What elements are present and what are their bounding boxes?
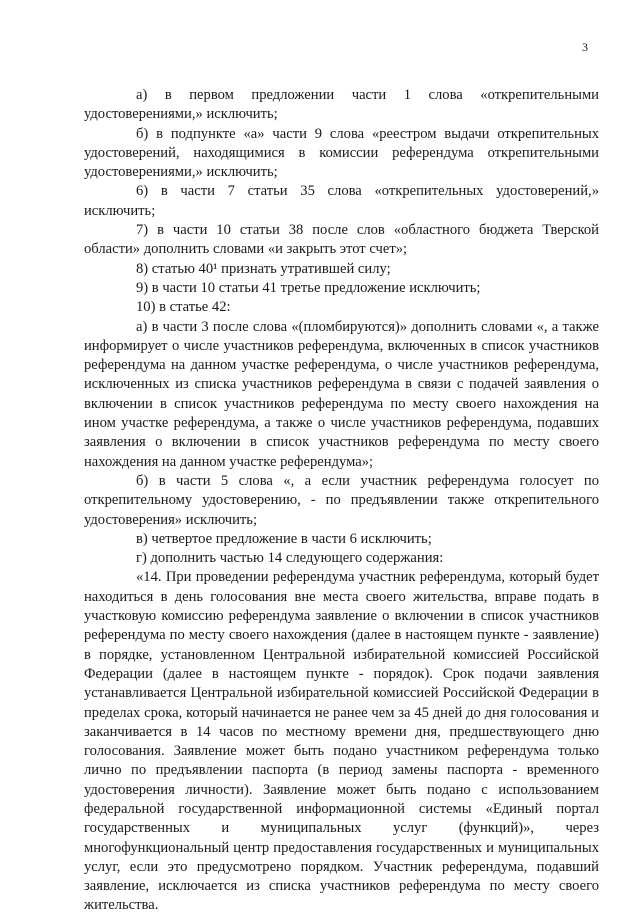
paragraph-item-7-article-38: 7) в части 10 статьи 38 после слов «областного бюджета Тверской области» дополнить словами «и закрыть этот счет»; (84, 222, 599, 258)
paragraph-item-10-article-42: 10) в статье 42: (136, 299, 231, 316)
paragraph-item-6-article-35: 6) в части 7 статьи 35 слова «открепительных удостоверений,» исключить; (84, 183, 599, 219)
paragraph-item-a-part-1: а) в первом предложении части 1 слова «открепительными удостоверениями,» исключить; (84, 87, 599, 123)
paragraph-item-9-article-41: 9) в части 10 статьи 41 третье предложение исключить; (136, 279, 481, 296)
paragraph-item-b-part-9: б) в подпункте «а» части 9 слова «реестром выдачи открепительных удостоверений, находящимися в комиссии референдума открепительными удостоверениями,» исключить; (84, 125, 599, 181)
paragraph-subitem-g-part-14: г) дополнить частью 14 следующего содержания: (136, 550, 444, 567)
page-number: 3 (582, 40, 588, 54)
paragraph-subitem-a-part-3: а) в части 3 после слова «(пломбируются)» дополнить словами «, а также информирует о числе участников референдума, включенных в список участников референдума на данном участке референдума, о числе участников референдума, исключенных из списка участников референдума в связи с подачей заявления о включении в список участников референдума по месту своего нахождения на ином участке референдума, а также о числе участников референдума, подавших заявления о включении в список участников референдума по месту своего нахождения на данном участке референдума»; (84, 318, 599, 470)
paragraph-item-8-article-40: 8) статью 40¹ признать утратившей силу; (136, 260, 391, 277)
paragraph-subitem-b-part-5: б) в части 5 слова «, а если участник референдума голосует по открепительному удостоверению, - по предъявлении также открепительного удостоверения» исключить; (84, 472, 599, 528)
paragraph-subitem-v-part-6: в) четвертое предложение в части 6 исключить; (136, 530, 432, 547)
document-body (84, 86, 599, 916)
paragraph-part-14-text: «14. При проведении референдума участник референдума, который будет находиться в день голосования вне места своего жительства, вправе подать в участковую комиссию референдума заявление о включении в список участников референдума по месту своего нахождения (далее в настоящем пункте - заявление) в порядке, установленном Центральной избирательной комиссией Российской Федерации (далее в настоящем пункте - порядок). Срок подачи заявления устанавливается Центральной избирательной комиссией Российской Федерации в пределах срока, который начинается не ранее чем за 45 дней до дня голосования и заканчивается в 14 часов по местному времени дня, предшествующего дню голосования. Заявление может быть подано участником референдума только лично по предъявлении паспорта (в период замены паспорта - временного удостоверения личности). Заявление может быть подано с использованием федеральной государственной информационной системы «Единый портал государственных и муниципальных услуг (функций)», через многофункциональный центр предоставления государственных и муниципальных услуг, если это предусмотрено порядком. Участник референдума, подавший заявление, исключается из списка участников референдума по месту своего жительства. (84, 569, 599, 914)
